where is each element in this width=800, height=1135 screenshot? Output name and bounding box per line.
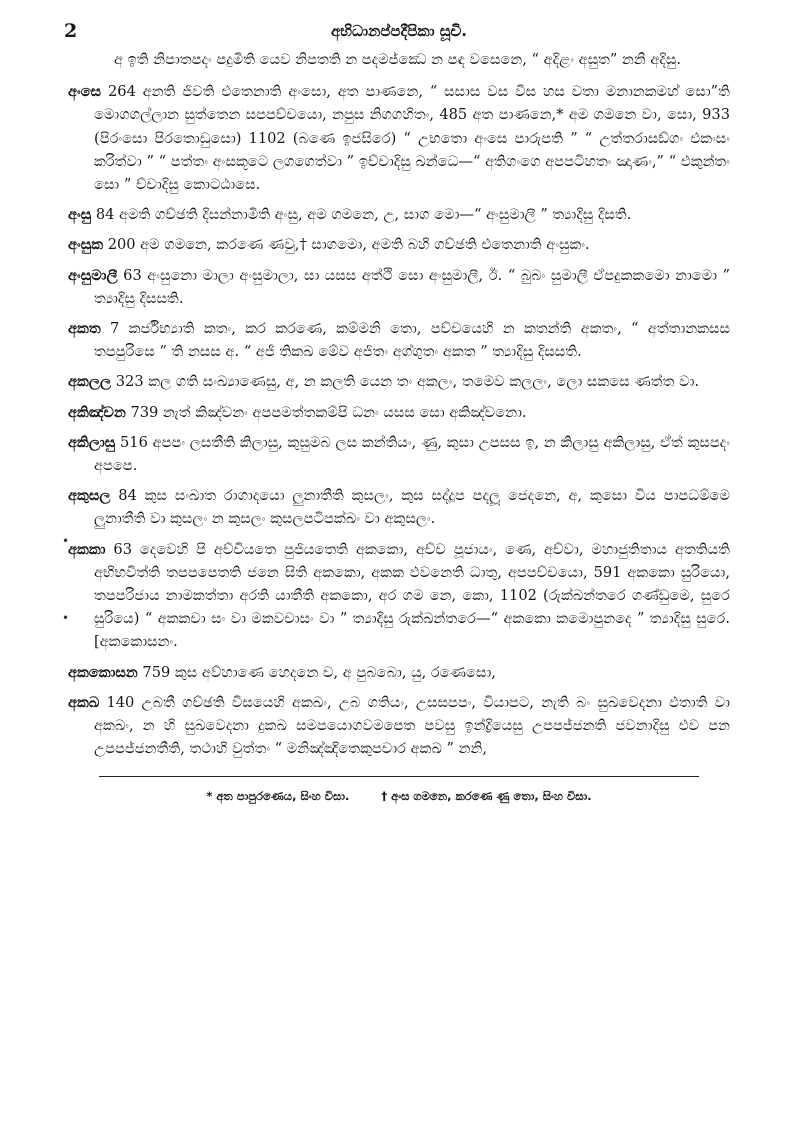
entry-headword: අකලල [68, 373, 112, 391]
entry-headword: අකඛ [68, 693, 100, 711]
entry-text: 516 අපපං ලසතීති කිලාසු, කුසුමබ ලස කන්තියං, ණු, කුසා උපසස ඉ, න කිලාසු අකිලාසු, ඒත් කුසපදං අපපෙ. [94, 433, 730, 475]
running-title: අභිධානප්පදීපිකා සූචි. [330, 22, 467, 40]
page-header [64, 14, 730, 48]
entry-text: 739 නැත් කිඤ්චනං අපපමත්තකම්පි ධනං යසස සො අකිඤ්චනො. [130, 403, 527, 421]
entry-headword: අංසුක [68, 236, 104, 254]
footnotes [68, 789, 730, 804]
entry-headword: අකකොසන [68, 663, 138, 681]
entry-text: 7 කර්ජිභ්‍යාති කතං, කර කරණෙ, කම්මනි තො, පච්චයෙහි න කතන්ති අකතං, “ අත්තානකසස තපපුරිසෙ ” ති නසස අ. “ අජී තිකඛ මේව අජිතං අග්ගුතං අකත ” ත්‍යාදිසු දිසසති. [94, 320, 731, 361]
dictionary-entry [68, 401, 730, 424]
dictionary-entry [68, 80, 730, 196]
dictionary-entry [68, 203, 730, 226]
footnote-divider [99, 776, 699, 777]
entry-text: 759 කුස අව්හාණෙ හෙදනෙ ච, අ පුබබො, යු, රණෙසො, [142, 663, 496, 681]
margin-mark: • [62, 534, 70, 549]
entry-headword: අංසුමාලී [68, 266, 118, 284]
entry-text: අ ඉති නිපාතපදං පදුමිති යෙව නිපතති න පදමජ්ඣෙ න පඳ වසෙනෙ, “ අදිළං අසුත” නනි අදිසු. [114, 51, 681, 68]
dictionary-entry [68, 431, 730, 477]
dictionary-entry [68, 691, 730, 761]
entry-headword: අකිලාසු [68, 433, 116, 451]
footnote: † අංස ගමනෙ, කරණෙ ණු තො, සිංහ විසා. [381, 789, 592, 804]
entry-text: 323 කල ගති සංඛ්‍යාණෙසු, අ, න කලති යෙන තං අකලං, තමෙව කලලං, ලො සකසෙ ණත්ත වා. [115, 373, 700, 391]
footnote: * අත පාපුරණෙය, සිංහ විසා. [206, 789, 350, 804]
dictionary-entry [62, 538, 730, 654]
dictionary-content [62, 48, 731, 760]
entry-text: 84 අමති ගච්ඡති දිසන්නාමිති අංසු, අම ගමනෙ, උ, සාග මො—“ අංසුමාලී ” ත්‍යාදිසු දිසති. [95, 206, 632, 224]
entry-headword: අකත [68, 320, 101, 338]
dictionary-entry [68, 317, 730, 363]
dictionary-entry [68, 370, 730, 393]
page-number: 2 [64, 20, 78, 42]
dictionary-entry [68, 48, 730, 71]
dictionary-entry [68, 264, 730, 310]
entry-text: 140 උබතී ගච්ඡති විසයෙහි අකඛං, උබ ගතියං, උසසපපං, වියාපට, නැති බං සුඛවෙදනා ඵතාති වා අකඛං, න හි සුඛවෙදනා දුකඛ සමපයොගවමපෙත පවසු ඉන්ද්‍රියෙසු උපපජ්ජනති ජවනාදිසු එව පන උපපජ්ජනතීති, තථාහි වුත්තං “ මනිඤ්ඤිතෙකුපචාර අකඛ ” නනි, [94, 693, 731, 758]
dictionary-entry [68, 233, 730, 256]
entry-text: 200 අම ගමනෙ, කරණෙ ණවු,† සාගමො, අමති බහි ගච්ඡති එතෙනාති අංසුකං. [107, 236, 590, 254]
entry-text: 63 අංසුනො මාලා අංසුමාලා, සා යසස අත්ථි සො අංසුමාලී, ඊ. “ බුබං සුමාලී ඒපදුකකමො නාමො ” ත්‍යාදිසු දිසසති. [94, 266, 730, 307]
entry-headword: අංසෙ [68, 83, 102, 101]
entry-headword: අකුසල [68, 487, 111, 505]
dictionary-entry [68, 661, 730, 684]
entry-text: 63 දෙවෙහි පි අච්චියතෙ පුජියතෙති අකකො, අච්ච පූජායං, ණෙ, අච්වා, මහාජුතිතාය අතතියති අභිභවිත්ති තපපපෙතති ජනෙ සිති අකකො, අකක ඵවනෙති ධාතු, අපපච්චයො, 591 අකකො සුරියො, තපපරිජාය නාමකත්තා අරති යාතීති අකකො, අර ගම නෙ, කො, 1102 (රුක්ඛන්තරෙ ගණ්ඩුමෙ, සුරෙ සුරියෙ) “ අකකචා සං වා මකවචාසං වා ” ත්‍යාදිසු රුක්ඛන්තරෙ—“ අකකො කමොපුනදෙ ” ත්‍යාදිසු සුරෙ. [අකකොසනං. [94, 540, 730, 651]
entry-headword: අංසු [68, 206, 92, 224]
entry-text: 264 අනති ජිවති එතෙනාති අංසො, අත පාණනෙ, “ සසාස වස විස හස වතා මනානකමහ් සො”ති මොගගල්ලාන සුත්තෙන සපපච්චයො, නපුස නිගගහිතං, 485 අත පාණනෙ,* අම ගමනෙ වා, සො, 933 (පිරංසො පිරතොඩුසො) 1102 (බණෙ ඉජසිරෙ) “ උභතො අංසෙ පාරුපති ” “ උත්තරාසඞ්ගං එකංසං කරිත්වා ” “ පත්තං අංසකූටෙ ලගගෙත්වා ” ඉච්චාදිසු ඛන්ධෙ—“ අතිගංගෙ අපපටිහතං ඤාණං,” “ එකුන්තං සො ” ච්චාදිසු කොටඨාසෙ. [94, 83, 730, 194]
entry-text: 84 කුස සංඛාත රාගාදයො ලුනාතීති කුසලං, කුස සද්දූප පදලූ ජෙදනෙ, අ, කුසො විය පාපධම්මෙ ලුනාතීති වා කුසලං න කුසලං කුසලපටිපක්ඛං වා අකුසලං. [94, 487, 730, 528]
entry-headword: අකිඤ්චන [68, 403, 126, 421]
entry-headword: අකකා [68, 540, 106, 558]
margin-mark: • [62, 610, 70, 625]
